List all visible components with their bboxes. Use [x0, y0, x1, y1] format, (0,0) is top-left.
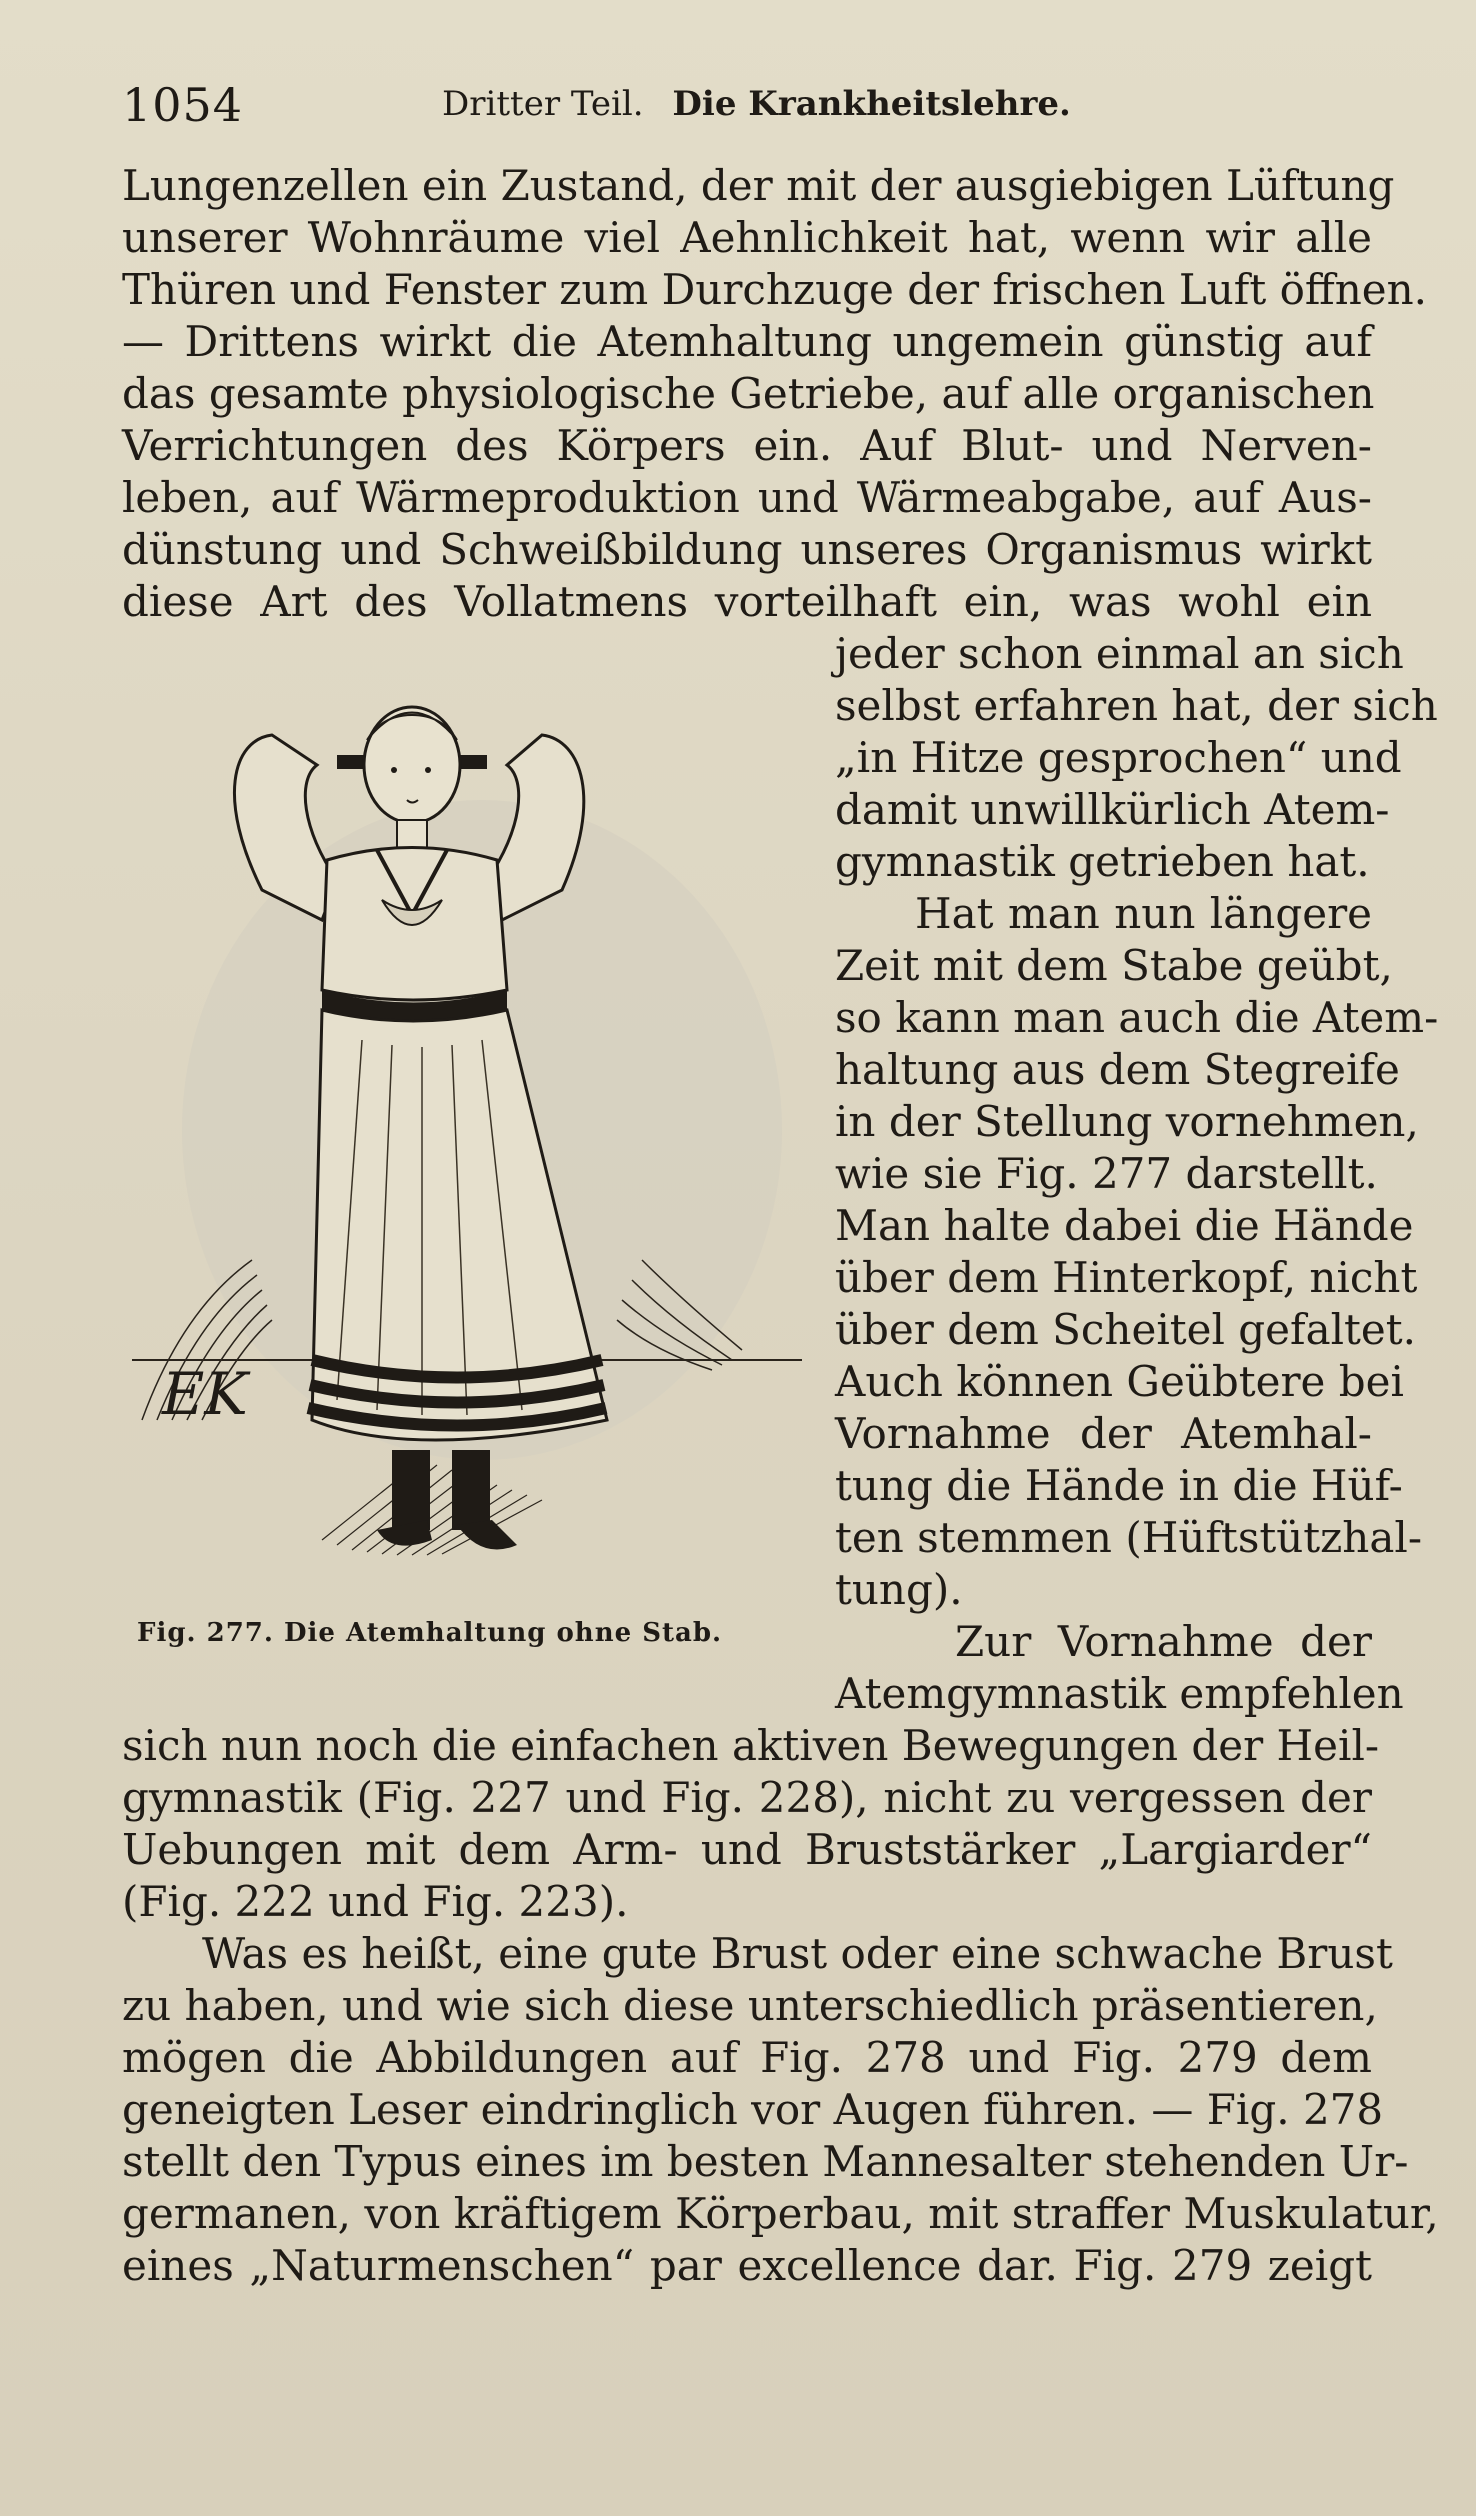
text-line: so kann man auch die Atem- — [835, 993, 1439, 1042]
text-line: zu haben, und wie sich diese unterschiedlich präsentieren, — [122, 1981, 1378, 2030]
figure-caption: Fig. 277. Die Atemhaltung ohne Stab. — [137, 1618, 723, 1648]
text-line: unserer Wohnräume viel Aehnlichkeit hat, wenn wir alle — [122, 213, 1372, 262]
page-header — [122, 70, 1372, 140]
text-line: germanen, von kräftigem Körperbau, mit straffer Muskulatur, — [122, 2189, 1439, 2238]
text-line: jeder schon einmal an sich — [835, 629, 1404, 678]
text-line: selbst erfahren hat, der sich — [835, 681, 1438, 730]
text-line: (Fig. 222 und Fig. 223). — [122, 1877, 629, 1926]
text-line: Man halte dabei die Hände — [835, 1201, 1414, 1250]
text-line: Zur Vornahme der — [955, 1617, 1372, 1666]
text-line: mögen die Abbildungen auf Fig. 278 und Fig. 279 dem — [122, 2033, 1372, 2082]
text-line: Zeit mit dem Stabe geübt, — [835, 941, 1393, 990]
text-line: in der Stellung vornehmen, — [835, 1097, 1419, 1146]
text-line: gymnastik getrieben hat. — [835, 837, 1370, 886]
text-line: dünstung und Schweißbildung unseres Organismus wirkt — [122, 525, 1372, 574]
text-line: Was es heißt, eine gute Brust oder eine schwache Brust — [202, 1929, 1393, 1978]
text-line: eines „Naturmenschen“ par excellence dar. Fig. 279 zeigt — [122, 2241, 1372, 2290]
text-line: über dem Scheitel gefaltet. — [835, 1305, 1417, 1354]
running-head-part: Dritter Teil. — [442, 84, 644, 124]
text-line: stellt den Typus eines im besten Mannesalter stehenden Ur- — [122, 2137, 1409, 2186]
text-line: wie sie Fig. 277 darstellt. — [835, 1149, 1378, 1198]
text-line: Thüren und Fenster zum Durchzuge der frischen Luft öffnen. — [122, 265, 1427, 314]
text-line: Hat man nun längere — [915, 889, 1372, 938]
text-line: Uebungen mit dem Arm- und Bruststärker „Largiarder“ — [122, 1825, 1372, 1874]
text-line: Verrichtungen des Körpers ein. Auf Blut- und Nerven- — [122, 421, 1372, 470]
artist-monogram: EK — [162, 1360, 248, 1428]
text-line: sich nun noch die einfachen aktiven Bewegungen der Heil- — [122, 1721, 1380, 1770]
text-line: geneigten Leser eindringlich vor Augen führen. — Fig. 278 — [122, 2085, 1384, 2134]
woman-breathing-illustration — [122, 660, 822, 1610]
text-line: haltung aus dem Stegreife — [835, 1045, 1400, 1094]
text-line: damit unwillkürlich Atem- — [835, 785, 1390, 834]
text-line: „in Hitze gesprochen“ und — [835, 733, 1402, 782]
text-line: Vornahme der Atemhal- — [835, 1409, 1372, 1458]
text-line: Lungenzellen ein Zustand, der mit der ausgiebigen Lüftung — [122, 161, 1395, 210]
text-line: diese Art des Vollatmens vorteilhaft ein, was wohl ein — [122, 577, 1372, 626]
running-head-section: Die Krankheitslehre. — [672, 84, 1071, 124]
text-line: Atemgymnastik empfehlen — [835, 1669, 1404, 1718]
text-line: das gesamte physiologische Getriebe, auf alle organischen — [122, 369, 1375, 418]
text-line: tung). — [835, 1565, 963, 1614]
text-line: über dem Hinterkopf, nicht — [835, 1253, 1418, 1302]
text-line: tung die Hände in die Hüf- — [835, 1461, 1403, 1510]
text-line: ten stemmen (Hüftstützhal- — [835, 1513, 1423, 1562]
text-line: leben, auf Wärmeproduktion und Wärmeabgabe, auf Aus- — [122, 473, 1372, 522]
text-line: Auch können Geübtere bei — [835, 1357, 1404, 1406]
page-number: 1054 — [122, 78, 244, 132]
text-line: gymnastik (Fig. 227 und Fig. 228), nicht zu vergessen der — [122, 1773, 1372, 1822]
running-head — [442, 84, 1071, 124]
figure-277 — [122, 660, 822, 1648]
text-line: — Drittens wirkt die Atemhaltung ungemein günstig auf — [122, 317, 1372, 366]
